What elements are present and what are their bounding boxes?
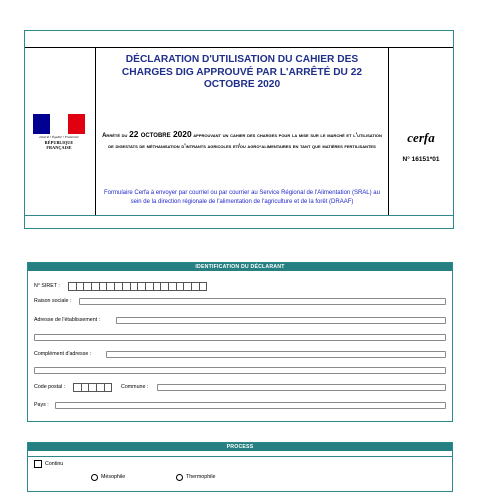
siret-label: N° SIRET :	[34, 283, 60, 289]
continu-checkbox[interactable]	[34, 460, 42, 468]
republique-francaise-logo	[33, 114, 85, 148]
code-postal-field[interactable]	[73, 383, 111, 392]
process-heading: PROCESS	[28, 443, 452, 451]
cerfa-column	[388, 48, 453, 215]
process-section	[27, 442, 453, 492]
instructions-text: Formulaire Cerfa à envoyer par courriel ou par courrier au Service Régional de l'Alimentation (SRAL) au sein de la direction régionale de l'alimentation de l'agriculture et de la forêt (DRAAF)	[104, 190, 380, 205]
cerfa-number: N° 16151*01	[402, 156, 440, 163]
thermophile-label: Thermophile	[186, 474, 216, 480]
header-text-column	[96, 48, 388, 215]
siret-field[interactable]	[68, 282, 206, 291]
rep-name: RÉPUBLIQUE FRANÇAISE	[44, 140, 74, 150]
complement-input[interactable]	[106, 351, 446, 358]
header-main	[25, 47, 453, 216]
identification-section	[27, 262, 453, 422]
decree-text: Arrêté du 22 octobre 2020 approuvant un cahier des charges pour la mise sur le marché et l'utilisation de digestats de méthanisation d'intrants agricoles et/ou agro-alimentaires en tant que matières fertilisantes	[102, 129, 382, 150]
form-header	[24, 30, 454, 229]
adresse-line2-input[interactable]	[34, 334, 446, 341]
header-bottom-band	[25, 215, 453, 228]
identification-heading: IDENTIFICATION DU DÉCLARANT	[28, 263, 452, 271]
adresse-input[interactable]	[116, 317, 446, 324]
code-postal-label: Code postal :	[34, 384, 66, 390]
process-divider	[28, 451, 452, 457]
rep-motto: Liberté • Égalité • Fraternité	[39, 135, 79, 139]
complement-line2-input[interactable]	[34, 367, 446, 374]
header-top-band	[25, 31, 453, 48]
commune-label: Commune :	[121, 384, 149, 390]
complement-label: Complément d'adresse :	[34, 351, 92, 357]
commune-input[interactable]	[157, 384, 446, 391]
continu-label: Continu	[45, 461, 64, 467]
marianne-flag-icon	[33, 114, 85, 134]
mesophile-label: Mésophile	[101, 474, 126, 480]
raison-sociale-label: Raison sociale :	[34, 298, 72, 304]
raison-sociale-input[interactable]	[79, 298, 446, 305]
pays-label: Pays :	[34, 402, 49, 408]
adresse-label: Adresse de l'établissement :	[34, 317, 101, 323]
page-title: DÉCLARATION D'UTILISATION DU CAHIER DES CHARGES DIG APPROUVÉ PAR L'ARRÊTÉ DU 22 OCTOBRE 2020	[121, 54, 363, 90]
cerfa-logo: cerfa	[407, 130, 435, 145]
pays-input[interactable]	[55, 402, 446, 409]
logo-column	[25, 48, 96, 215]
